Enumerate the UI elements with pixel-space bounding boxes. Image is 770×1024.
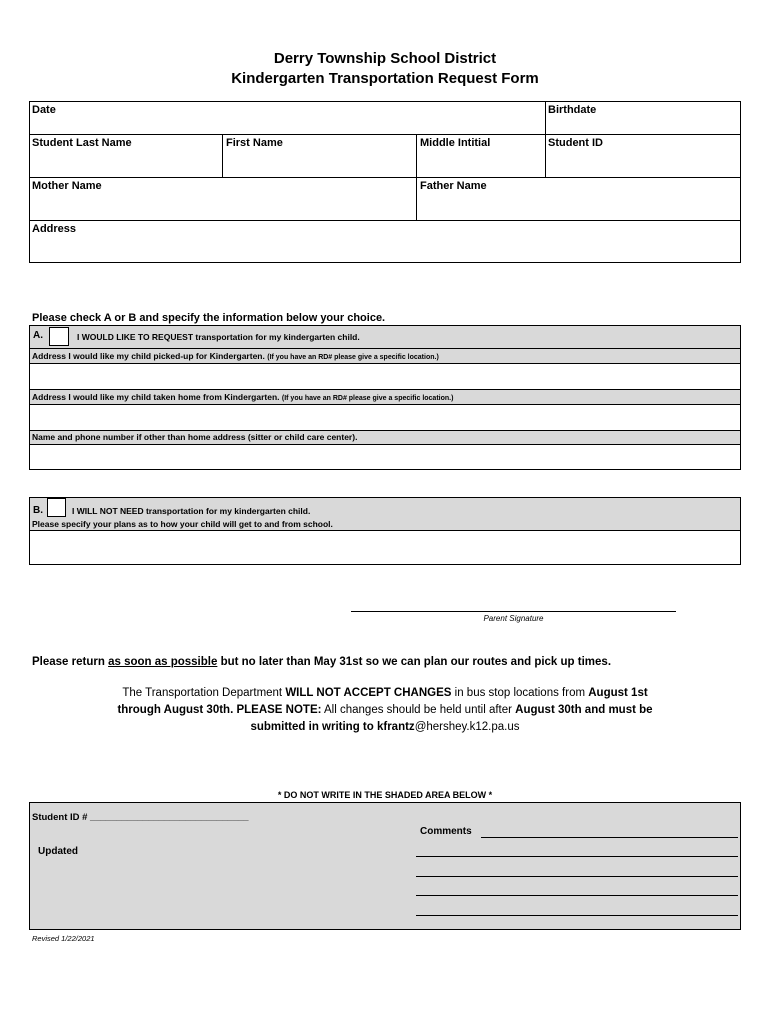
option-b-text: I WILL NOT NEED transportation for my kindergarten child.: [72, 506, 311, 516]
date-field[interactable]: Date: [32, 104, 56, 116]
sitter-input[interactable]: [30, 445, 740, 469]
takenhome-address-label: Address I would like my child taken home from Kindergarten. (If you have an RD# please give a specific location.): [32, 392, 454, 402]
return-notice: Please return as soon as possible but no later than May 31st so we can plan our routes and pick up times.: [32, 656, 612, 668]
office-use-banner: * DO NOT WRITE IN THE SHADED AREA BELOW *: [277, 790, 493, 800]
comments-line-1: [481, 837, 738, 838]
signature-line[interactable]: [351, 611, 676, 612]
option-b-plans-label: Please specify your plans as to how your child will get to and from school.: [32, 519, 333, 529]
student-info-table: [29, 101, 741, 263]
student-id-field[interactable]: Student ID: [548, 137, 603, 149]
option-b-plans-input[interactable]: [30, 531, 740, 564]
birthdate-field[interactable]: Birthdate: [548, 104, 597, 116]
comments-line-3: [416, 876, 738, 877]
mother-name-field[interactable]: Mother Name: [32, 180, 102, 192]
comments-line-5: [416, 915, 738, 916]
option-a-checkbox[interactable]: [49, 327, 69, 346]
choice-instruction: Please check A or B and specify the information below your choice.: [32, 312, 386, 324]
office-updated-label: Updated: [38, 846, 78, 857]
option-a-text: I WOULD LIKE TO REQUEST transportation for my kindergarten child.: [77, 332, 360, 342]
option-b-letter: B.: [33, 505, 43, 516]
takenhome-address-input[interactable]: [30, 405, 740, 430]
option-a-letter: A.: [33, 330, 43, 341]
first-name-field[interactable]: First Name: [226, 137, 283, 149]
signature-label: Parent Signature: [483, 614, 544, 623]
father-name-field[interactable]: Father Name: [420, 180, 487, 192]
transport-notice-line1: The Transportation Department WILL NOT ACCEPT CHANGES in bus stop locations from August 1st: [122, 687, 648, 699]
middle-initial-field[interactable]: Middle Intitial: [420, 137, 491, 149]
address-field[interactable]: Address: [32, 223, 77, 235]
option-b-checkbox[interactable]: [47, 498, 66, 517]
revised-date: Revised 1/22/2021: [32, 934, 95, 943]
pickup-address-label: Address I would like my child picked-up for Kindergarten. (If you have an RD# please give a specific location.): [32, 351, 439, 361]
office-comments-label: Comments: [420, 826, 472, 837]
pickup-address-input[interactable]: [30, 364, 740, 389]
transport-notice-line3: submitted in writing to kfrantz@hershey.k12.pa.us: [250, 721, 520, 733]
transport-notice-line2: through August 30th. PLEASE NOTE: All changes should be held until after August 30th and must be: [117, 704, 653, 716]
form-title: Kindergarten Transportation Request Form: [231, 70, 539, 87]
student-last-name-field[interactable]: Student Last Name: [32, 137, 132, 149]
office-student-id: Student ID # ______________________________: [32, 812, 249, 823]
comments-line-4: [416, 895, 738, 896]
sitter-label: Name and phone number if other than home address (sitter or child care center).: [32, 432, 358, 442]
comments-line-2: [416, 856, 738, 857]
district-title: Derry Township School District: [273, 50, 497, 67]
